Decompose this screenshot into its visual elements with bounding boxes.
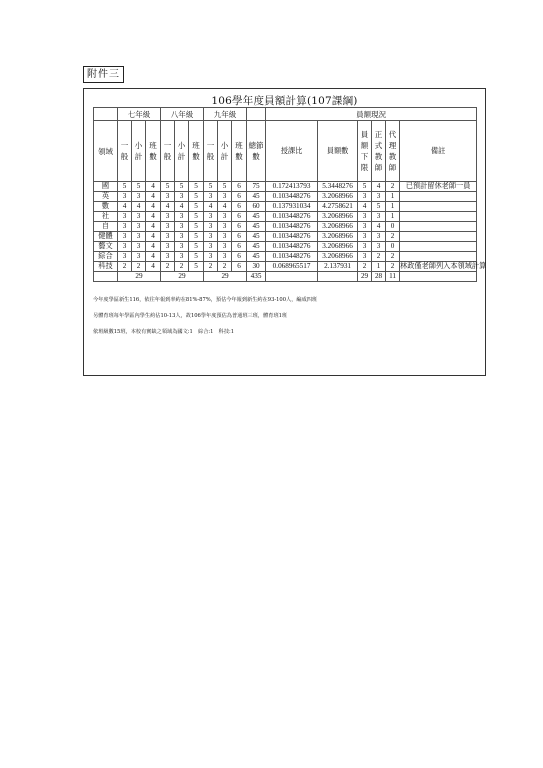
g7-class-count-header: 班數 [146, 121, 161, 182]
table-row: 健體 3 3 4 3 3 5 3 3 6 45 0.103448276 3.2068966 3 3 2 [94, 232, 477, 242]
blank-header [247, 108, 266, 121]
note-line: 依班級數15班，本校有實缺之領域為國文:1 綜合:1 科技:1 [93, 329, 235, 335]
remark-cell [400, 202, 477, 212]
grade7-header: 七年級 [118, 108, 161, 121]
notes-section [93, 297, 477, 345]
remark-cell [400, 212, 477, 222]
table-title: 106學年度員額計算(107課綱) [211, 95, 358, 107]
g8-class-count-header: 班數 [189, 121, 204, 182]
remark-cell [400, 242, 477, 252]
substitute-teachers-header: 代理教師 [386, 121, 400, 182]
g8-subtotal-header: 小計 [175, 121, 189, 182]
g9-class-count-header: 班數 [232, 121, 247, 182]
staffing-table [93, 107, 487, 282]
total-periods-header: 總節數 [247, 121, 266, 182]
staffing-status-header: 員額現況 [266, 108, 477, 121]
g8-general-header: 一般 [161, 121, 175, 182]
table-row: 自 3 3 4 3 3 5 3 3 6 45 0.103448276 3.2068966 3 4 0 [94, 222, 477, 232]
remark-cell: 已預計留休老師一員 [400, 182, 477, 192]
blank-header [94, 108, 118, 121]
remark-cell: 林政僅老師列入本領域計算 [400, 262, 487, 270]
table-row: 科技 2 2 4 2 2 5 2 2 6 30 0.068965517 2.137931 2 1 2 林政僅老師列入本領域計算 [94, 262, 477, 272]
domain-header: 領域 [94, 121, 118, 182]
staff-min-header: 員額下限 [358, 121, 372, 182]
remark-cell [400, 192, 477, 202]
remark-cell [400, 232, 477, 242]
staff-quota-header: 員額數 [318, 121, 358, 182]
table-row: 數 4 4 4 4 4 5 4 4 6 60 0.137931034 4.2758621 4 5 1 [94, 202, 477, 212]
grade9-header: 九年級 [204, 108, 247, 121]
table-row: 社 3 3 4 3 3 5 3 3 6 45 0.103448276 3.2068966 3 3 1 [94, 212, 477, 222]
formal-teachers-header: 正式教師 [372, 121, 386, 182]
teaching-ratio-header: 授課比 [266, 121, 318, 182]
document-frame [83, 88, 486, 376]
table-row: 綜合 3 3 4 3 3 5 3 3 6 45 0.103448276 3.2068966 3 2 2 [94, 252, 477, 262]
g7-general-header: 一般 [118, 121, 132, 182]
remarks-header: 備註 [400, 121, 477, 182]
g9-general-header: 一般 [204, 121, 218, 182]
attachment-label: 附件三 [83, 66, 124, 83]
totals-row: 29 29 29 435 29 28 11 [94, 272, 477, 282]
note-line: 今年度學區新生116，依往年報到率約在81%-87%，預估今年報到新生約在93-100人，編成四班 [93, 297, 318, 303]
grade8-header: 八年級 [161, 108, 204, 121]
note-line: 另體育班每年學區內學生約佔10-13人，故106學年度預估為普通班三班，體育班1班 [93, 313, 288, 319]
table-row: 藝文 3 3 4 3 3 5 3 3 6 45 0.103448276 3.2068966 3 3 0 [94, 242, 477, 252]
table-row: 英 3 3 4 3 3 5 3 3 6 45 0.103448276 3.2068966 3 3 1 [94, 192, 477, 202]
g9-subtotal-header: 小計 [218, 121, 232, 182]
remark-cell [400, 222, 477, 232]
table-row: 國 5 5 4 5 5 5 5 5 6 75 0.172413793 5.3448276 5 4 2 已預計留休老師一員 [94, 182, 477, 192]
g7-subtotal-header: 小計 [132, 121, 146, 182]
remark-cell [400, 252, 477, 262]
